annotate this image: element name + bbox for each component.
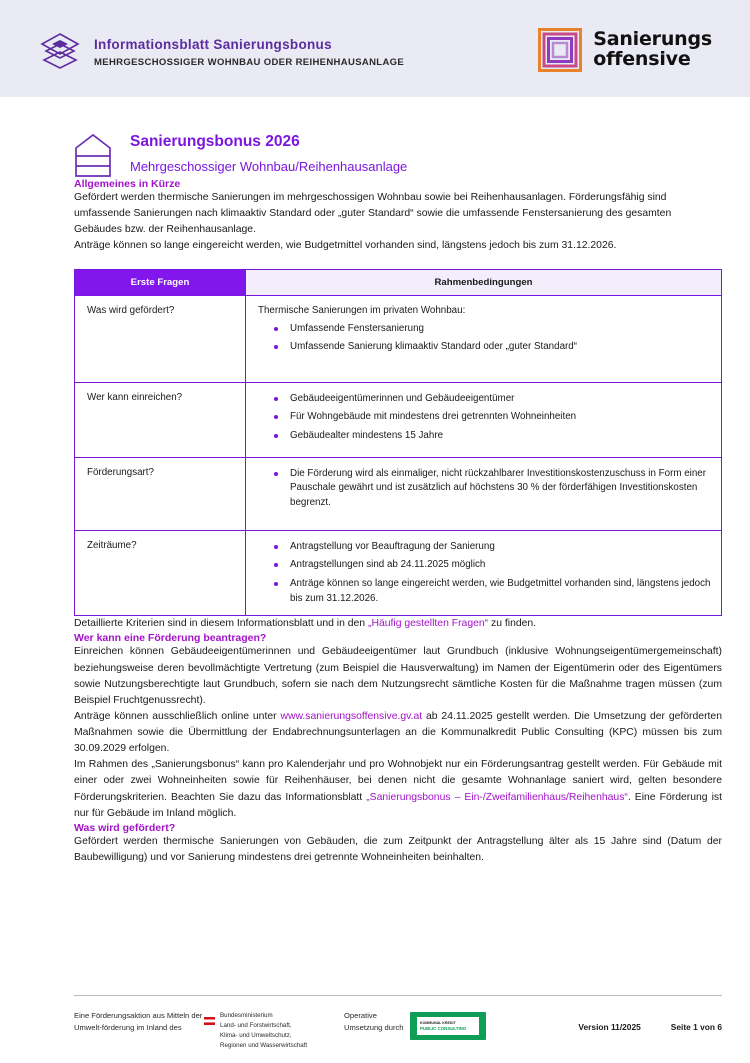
list-item: Umfassende Fenstersanierung [288, 322, 711, 337]
paragraph-wer-kann-1: Einreichen können Gebäudeeigentümerinnen und Gebäudeeigentümer laut Grundbuch (inklusive Wohnungseigentümergemeinschaft) beziehungsweise deren bevollmächtigte Vertretung (zum Beispiel die Hausverwaltung) im Namen der Eigentümerin oder des Eigentümers sowie Nutzungsberechtigte laut Grundbuch, sofern sie nach dem Nutzungsrecht sämtliche Kosten für die Maßnahme tragen müssen (zum Beispiel Fruchtgenussrecht). [74, 646, 722, 706]
answer-bullet-list [258, 322, 711, 355]
document-version: Version 11/2025 [578, 1022, 641, 1032]
table-row [75, 457, 722, 530]
answer-bullet-list [258, 467, 711, 511]
footer-funding-text: Eine Förderungsaktion aus Mitteln der Umwelt-förderung im Inland des [74, 1011, 203, 1032]
page-footer [74, 1010, 722, 1051]
kpc-logo-inner [417, 1017, 479, 1035]
table-row [75, 295, 722, 382]
paragraph-allgemeines-1: Gefördert werden thermische Sanierungen im mehrgeschossigen Wohnbau sowie bei Reihenhausanlagen. Förderungsfähig sind umfassende Sanierungen nach klimaaktiv Standard oder „guter Standard“ sowie die umfassende Fenstersanierung des gesamten Gebäudes bzw. der Reihenhausanlage. [74, 192, 672, 236]
list-item: Antragstellungen sind ab 24.11.2025 möglich [288, 558, 711, 573]
ministry-line-3: Klima- und Umweltschutz, [220, 1032, 292, 1040]
paragraph-detail-note [74, 616, 722, 632]
footer-kpc-block [410, 1010, 506, 1040]
table-header-erste-fragen: Erste Fragen [75, 269, 246, 295]
banner-title: Informationsblatt Sanierungsbonus [94, 36, 332, 52]
building-floors-icon [74, 132, 112, 178]
section-heading-allgemeines: Allgemeines in Kürze [74, 178, 181, 190]
table-cell-question: Förderungsart? [75, 457, 246, 530]
table-cell-question: Was wird gefördert? [75, 295, 246, 382]
footer-divider [74, 995, 722, 996]
paragraph-wer-kann-3 [74, 757, 722, 822]
ministry-line-1: Bundesministerium [220, 1012, 273, 1019]
detail-note-before: Detaillierte Kriterien sind in diesem Informationsblatt und in den [74, 618, 368, 630]
kpc-logo [410, 1012, 486, 1040]
ministry-line-2: Land- und Forstwirtschaft, [220, 1022, 292, 1030]
table-cell-question: Wer kann einreichen? [75, 382, 246, 457]
document-titles [130, 130, 407, 174]
brand-line-2: offensive [593, 48, 691, 70]
answer-bullet-list [258, 540, 711, 607]
austria-flag-icon [204, 1012, 215, 1020]
answer-bullet-list [258, 392, 711, 444]
table-row [75, 530, 722, 616]
ministry-line-4: Regionen und Wasserwirtschaft [220, 1042, 308, 1050]
list-item: Für Wohngebäude mit mindestens drei getrennten Wohneinheiten [288, 410, 711, 425]
footer-operative-text: Operative Umsetzung durch [344, 1011, 404, 1032]
table-cell-answer [246, 295, 722, 382]
page-subtitle: Mehrgeschossiger Wohnbau/Reihenhausanlage [130, 159, 408, 174]
rahmen-before: Im Rahmen des „Sanierungsbonus“ kann pro Kalenderjahr und pro Wohnobjekt nur ein Förderungsantrag gestellt werden. Für Gebäude mit einer oder zwei Wohneinheiten sowie für Reihenhäuser, bei denen nicht die gesamte Wohnanlage saniert wird, gelten besondere Förderungskriterien. Beachten Sie dazu das Informationsblatt [74, 759, 722, 803]
kpc-line-1: KOMMUNAL KREDIT [420, 1021, 456, 1026]
footer-ministry-text [220, 1011, 307, 1051]
list-item: Antragstellung vor Beauftragung der Sanierung [288, 540, 711, 555]
detail-note-after: zu finden. [488, 618, 537, 630]
infoblatt-ein-zweifamilienhaus-link[interactable]: „Sanierungsbonus – Ein-/Zweifamilienhaus/Reihenhaus“ [366, 791, 628, 803]
faq-link[interactable]: „Häufig gestellten Fragen“ [367, 618, 489, 630]
table-row [75, 382, 722, 457]
footer-ministry-block [204, 1010, 344, 1051]
paragraph-was-wird-1: Gefördert werden thermische Sanierungen von Gebäuden, die zum Zeitpunkt der Antragstellung älter als 15 Jahre sind (Datum der Baubewilligung) und vor Sanierung mindestens drei getrennte Wohneinheiten beinhalten. [74, 835, 722, 863]
banner-subtitle: MEHRGESCHOSSIGER WOHNBAU ODER REIHENHAUSANLAGE [94, 56, 405, 68]
table-cell-answer [246, 382, 722, 457]
section-heading-was-wird-gefoerdert: Was wird gefördert? [74, 821, 176, 834]
answer-lead: Thermische Sanierungen im privaten Wohnbau: [258, 304, 466, 316]
online-before: Anträge können ausschließlich online unter [74, 710, 281, 722]
list-item: Umfassende Sanierung klimaaktiv Standard oder „guter Standard“ [288, 340, 711, 355]
table-cell-answer [246, 457, 722, 530]
list-item: Gebäudealter mindestens 15 Jahre [288, 429, 711, 444]
footer-meta [506, 1010, 722, 1032]
page-title: Sanierungsbonus 2026 [130, 133, 300, 150]
rahmen-after: . Eine Förderung ist nur für Gebäude im Inland möglich. [74, 791, 722, 819]
brand-line-1: Sanierungs [593, 28, 712, 51]
sanierungsoffensive-link[interactable]: www.sanierungsoffensive.gv.at [280, 710, 423, 722]
paragraph-wer-kann-2 [74, 709, 722, 757]
list-item: Die Förderung wird als einmaliger, nicht rückzahlbarer Investitionskostenzuschuss in Form einer Pauschale gewährt und ist zusätzlich auf höchstens 30 % der förderfähigen Investitionskosten begrenzt. [288, 467, 711, 511]
page-content [74, 0, 722, 866]
list-item: Anträge können so lange eingereicht werden, wie Budgetmittel vorhanden sind, längstens jedoch bis zum 31.12.2026. [288, 577, 711, 606]
table-cell-answer [246, 530, 722, 616]
section-heading-wer-kann: Wer kann eine Förderung beantragen? [74, 632, 267, 645]
document-title-row [74, 130, 722, 178]
table-cell-question: Zeiträume? [75, 530, 246, 616]
online-after: ab 24.11.2025 gestellt werden. Die Umsetzung der geförderten Maßnahmen sowie die Übermittlung der Endabrechnungsunterlagen an die Kommunalkredit Public Consulting (KPC) müssen bis zum 30.09.2029 erfolgen. [74, 710, 722, 755]
list-item: Gebäudeeigentümerinnen und Gebäudeeigentümer [288, 392, 711, 407]
table-header-row [75, 269, 722, 295]
paragraph-allgemeines-2: Anträge können so lange eingereicht werden, wie Budgetmittel vorhanden sind, längstens jedoch bis zum 31.12.2026. [74, 240, 617, 252]
kpc-line-2: PUBLIC CONSULTING [420, 1025, 467, 1031]
table-header-rahmenbedingungen: Rahmenbedingungen [246, 269, 722, 295]
page-number: Seite 1 von 6 [670, 1022, 722, 1032]
erste-fragen-table [74, 269, 722, 617]
